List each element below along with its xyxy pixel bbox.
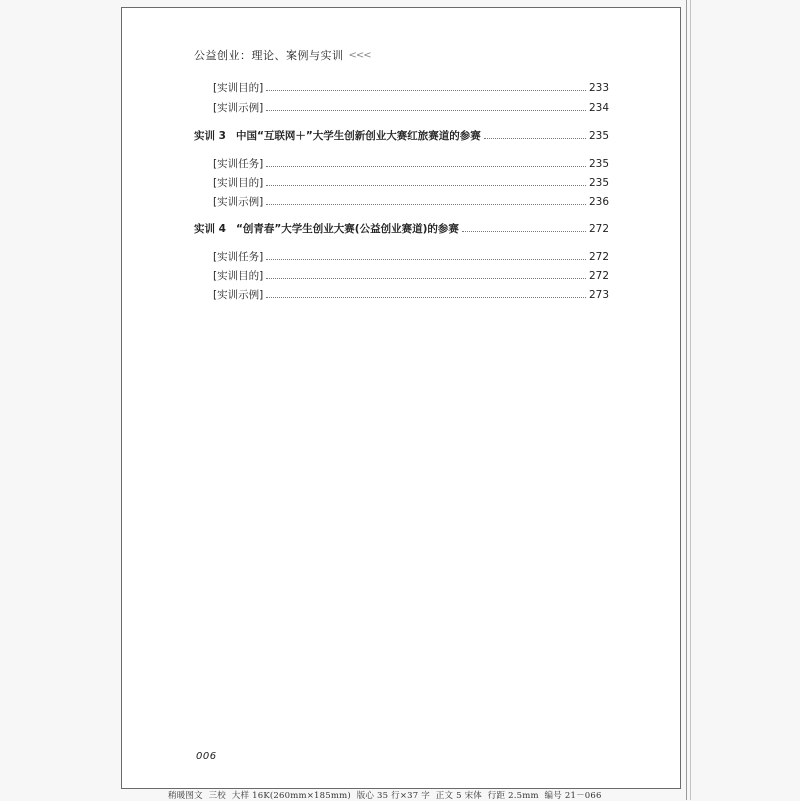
toc-entry-page: 272 (588, 251, 609, 263)
toc-entry[interactable] (213, 81, 609, 95)
toc-chapter-entry[interactable] (194, 129, 609, 143)
toc-entry-label: [实训目的] (213, 270, 264, 282)
toc-entry-page: 235 (588, 177, 609, 189)
toc-entry-page: 234 (588, 102, 609, 114)
leader-dots (266, 109, 586, 111)
toc-entry-label: [实训示例] (213, 102, 264, 114)
toc-entry-label: [实训任务] (213, 251, 264, 263)
toc-entry-page: 272 (588, 223, 609, 235)
toc-entry-page: 235 (588, 158, 609, 170)
toc-chapter-title: 中国“互联网＋”大学生创新创业大赛红旅赛道的参赛 (235, 130, 481, 142)
toc-chapter-entry[interactable] (194, 222, 609, 236)
toc-entry[interactable] (213, 195, 609, 209)
page-edge-line-outer (690, 0, 691, 800)
leader-dots (484, 137, 586, 139)
toc-chapter-number: 实训 4 (194, 223, 226, 235)
leader-dots (266, 258, 586, 260)
leader-dots (266, 89, 586, 91)
toc-entry-page: 273 (588, 289, 609, 301)
toc-entry-label: [实训目的] (213, 82, 264, 94)
toc-entry[interactable] (213, 250, 609, 264)
running-header (194, 47, 371, 63)
chevron-left-icon: <<< (348, 49, 371, 61)
toc-chapter-number: 实训 3 (194, 130, 226, 142)
leader-dots (266, 296, 586, 298)
toc-entry[interactable] (213, 288, 609, 302)
toc-entry-label: [实训示例] (213, 196, 264, 208)
print-slug-footer: 稍暖图文 三校 大样 16K(260mm×185mm) 版心 35 行×37 字 正文 5 宋体 行距 2.5mm 编号 21－066 (168, 791, 602, 801)
leader-dots (266, 203, 586, 205)
page-edge-line (686, 0, 687, 800)
running-header-title: 公益创业：理论、案例与实训 (194, 49, 344, 62)
toc-entry-page: 233 (588, 82, 609, 94)
toc-chapter-title: “创青春”大学生创业大赛(公益创业赛道)的参赛 (235, 223, 459, 235)
toc-entry-page: 235 (588, 130, 609, 142)
toc-entry-label: [实训目的] (213, 177, 264, 189)
page-number: 006 (196, 751, 217, 762)
book-page (121, 7, 681, 789)
toc-entry[interactable] (213, 101, 609, 115)
toc-entry-label: [实训任务] (213, 158, 264, 170)
leader-dots (266, 184, 586, 186)
toc-entry-page: 272 (588, 270, 609, 282)
leader-dots (462, 230, 586, 232)
leader-dots (266, 277, 586, 279)
toc-entry[interactable] (213, 176, 609, 190)
toc-entry-label: [实训示例] (213, 289, 264, 301)
toc-entry-page: 236 (588, 196, 609, 208)
toc-entry[interactable] (213, 269, 609, 283)
leader-dots (266, 165, 586, 167)
toc-entry[interactable] (213, 157, 609, 171)
